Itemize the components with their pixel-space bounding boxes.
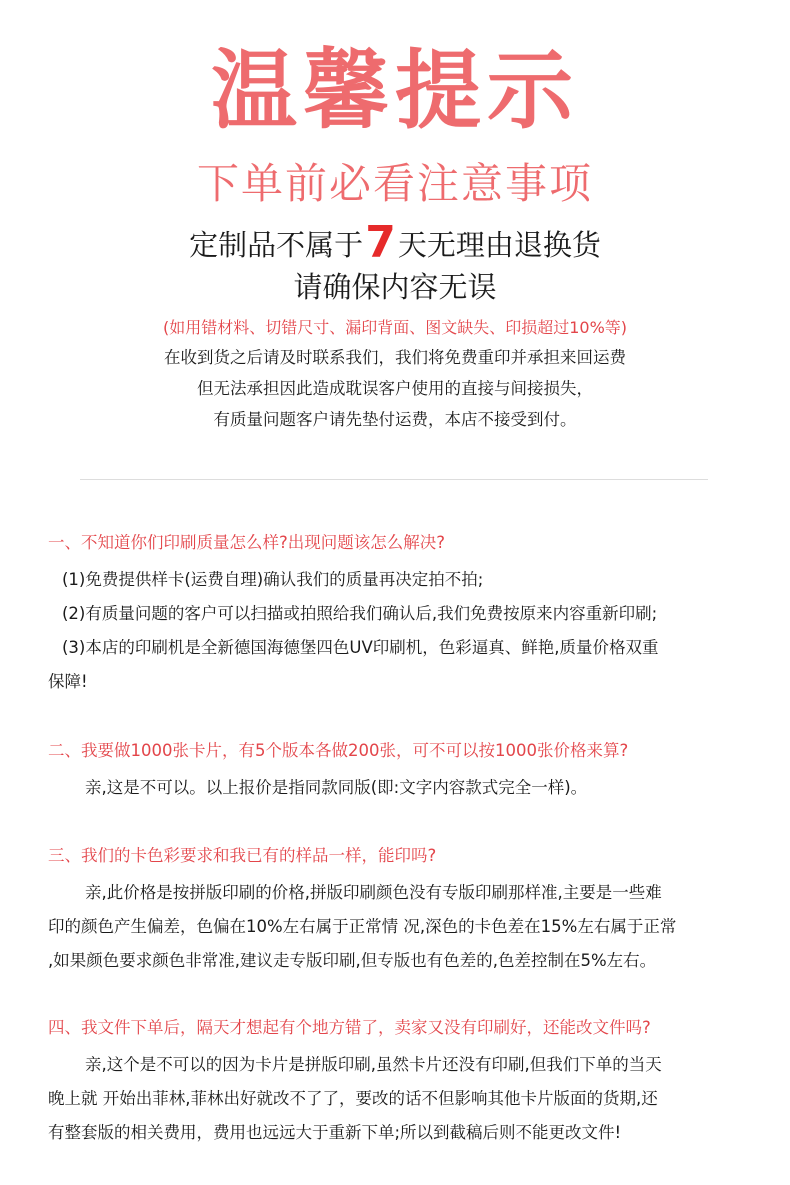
faq-answer-line: (2)有质量问题的客户可以扫描或拍照给我们确认后,我们免费按原来内容重新印刷; <box>62 604 658 623</box>
faq-answer-line: 亲,这是不可以。以上报价是指同款同版(即:文字内容款式完全一样)。 <box>85 778 588 797</box>
faq-item-file-change <box>48 1014 752 1150</box>
reprint-cases: (如用错材料、切错尺寸、漏印背面、图文缺失、印损超过10%等) <box>162 318 628 337</box>
faq-answer-line: 有整套版的相关费用，费用也远远大于重新下单;所以到截稿后则不能更改文件! <box>48 1123 622 1142</box>
policy-line: 在收到货之后请及时联系我们，我们将免费重印并承担来回运费 <box>164 348 626 367</box>
faq-item-versions <box>48 737 752 805</box>
faq-answer-line: ,如果颜色要求颜色非常准,建议走专版印刷,但专版也有色差的,色差控制在5%左右。 <box>48 951 657 970</box>
faq-question: 一、不知道你们印刷质量怎么样?出现问题该怎么解决? <box>48 533 446 552</box>
reprint-policy <box>0 342 790 435</box>
faq-answer-line: 亲,这个是不可以的因为卡片是拼版印刷,虽然卡片还没有印刷,但我们下单的当天 <box>85 1055 662 1074</box>
faq-question: 三、我们的卡色彩要求和我已有的样品一样，能印吗? <box>48 846 437 865</box>
faq-answer-line: (3)本店的印刷机是全新德国海德堡四色UV印刷机，色彩逼真、鲜艳,质量价格双重 <box>62 638 659 657</box>
faq-item-quality <box>48 529 752 699</box>
faq-answer-line: 印的颜色产生偏差，色偏在10%左右属于正常情 况,深色的卡色差在15%左右属于正常 <box>48 917 677 936</box>
page-title: 温馨提示 <box>211 41 579 141</box>
section-divider <box>80 479 708 480</box>
policy-line: 但无法承担因此造成耽误客户使用的直接与间接损失， <box>197 379 593 398</box>
confirm-content-notice: 请确保内容无误 <box>293 270 497 304</box>
faq-answer <box>48 771 752 805</box>
faq-answer <box>48 876 752 978</box>
notice-text-pre: 定制品不属于 <box>189 228 364 262</box>
page-subtitle: 下单前必看注意事项 <box>196 159 593 208</box>
notice-text-post: 天无理由退换货 <box>397 228 601 262</box>
faq-answer <box>48 1048 752 1150</box>
faq-answer <box>48 563 752 699</box>
faq-item-color <box>48 842 752 978</box>
faq-answer-line: 保障! <box>48 672 88 691</box>
faq-question: 四、我文件下单后，隔天才想起有个地方错了，卖家又没有印刷好，还能改文件吗? <box>48 1018 651 1037</box>
notice-days: 7 <box>365 217 396 268</box>
faq-question: 二、我要做1000张卡片，有5个版本各做200张，可不可以按1000张价格来算? <box>48 741 629 760</box>
no-return-notice <box>0 218 790 270</box>
policy-line: 有质量问题客户请先垫付运费，本店不接受到付。 <box>213 410 577 429</box>
faq-answer-line: 亲,此价格是按拼版印刷的价格,拼版印刷颜色没有专版印刷那样准,主要是一些难 <box>85 883 662 902</box>
faq-answer-line: 晚上就 开始出菲林,菲林出好就改不了了，要改的话不但影响其他卡片版面的货期,还 <box>48 1089 658 1108</box>
faq-answer-line: (1)免费提供样卡(运费自理)确认我们的质量再决定拍不拍; <box>62 570 484 589</box>
